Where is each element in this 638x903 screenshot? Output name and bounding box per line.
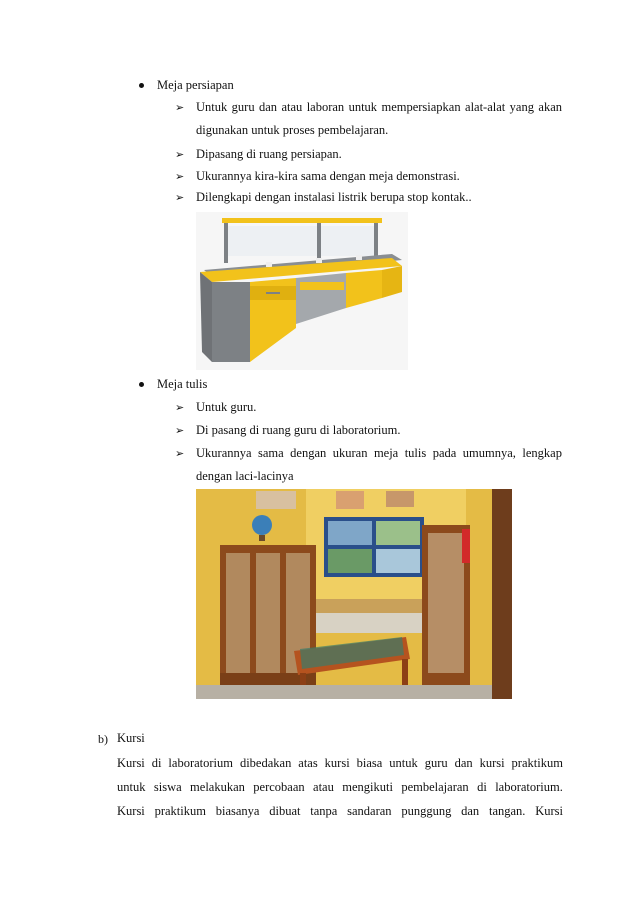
word: ukuran [332,446,368,460]
word: biasa [356,756,383,770]
word: biasanya [215,804,260,818]
bullet-dot [139,83,144,88]
word: kursi [324,756,350,770]
point-text-continued: dengan laci-lacinya [196,469,294,483]
word: laboratorium. [495,780,563,794]
word: atau [281,100,303,114]
word: siswa [153,780,182,794]
word: mempersiapkan [381,100,461,114]
word: tanpa [310,804,338,818]
word: laboratorium [168,756,233,770]
section-heading: Kursi [117,731,145,745]
word: dan [461,804,480,818]
paragraph-line [117,780,563,795]
point-text [196,100,562,115]
arrow-bullet-icon: ➢ [175,101,185,114]
word: dengan [290,446,327,460]
item-title-meja-persiapan: Meja persiapan [157,78,234,92]
point-text: Dipasang di ruang persiapan. [196,147,342,161]
prep-desk-image [196,212,408,370]
word: di [151,756,162,770]
word: atau [313,780,334,794]
point-text: Di pasang di ruang guru di laboratorium. [196,423,401,437]
teacher-desk-image [196,489,512,699]
arrow-bullet-icon: ➢ [175,424,185,437]
word: mengikuti [342,780,393,794]
item-title-meja-tulis: Meja tulis [157,377,208,391]
word: praktikum [154,804,206,818]
point-text: Ukurannya kira-kira sama dengan meja demonstrasi. [196,169,460,183]
word: meja [373,446,399,460]
word: tulis [404,446,427,460]
word: untuk [348,100,378,114]
word: percobaan [253,780,305,794]
word: Untuk [196,100,228,114]
word: akan [538,100,562,114]
word: tangan. [488,804,526,818]
word: guru [231,100,255,114]
word: sandaran [347,804,392,818]
word: Kursi [535,804,563,818]
section-marker: b) [98,732,108,746]
word: Ukurannya [196,446,252,460]
word: di [477,780,487,794]
word: pada [432,446,457,460]
point-text-continued: digunakan untuk proses pembelajaran. [196,123,389,137]
word: pembelajaran [401,780,469,794]
word: untuk [117,780,146,794]
word: laboran [306,100,345,114]
point-text: Untuk guru. [196,400,257,414]
arrow-bullet-icon: ➢ [175,401,185,414]
word: praktikum [511,756,563,770]
word: untuk [389,756,418,770]
point-text: Dilengkapi dengan instalasi listrik berupa stop kontak.. [196,190,472,204]
word: Kursi [117,804,145,818]
word: dan [454,756,473,770]
word: melakukan [190,780,245,794]
word: dibedakan [239,756,292,770]
word: lengkap [522,446,562,460]
word: atas [298,756,318,770]
paragraph-line [117,804,563,819]
word: sama [258,446,284,460]
arrow-bullet-icon: ➢ [175,447,185,460]
word: guru [424,756,448,770]
word: punggung [401,804,452,818]
arrow-bullet-icon: ➢ [175,148,185,161]
bullet-dot [139,382,144,387]
paragraph-line [117,756,563,771]
word: dibuat [269,804,301,818]
word: alat-alat [465,100,506,114]
arrow-bullet-icon: ➢ [175,191,185,204]
arrow-bullet-icon: ➢ [175,170,185,183]
word: Kursi [117,756,145,770]
word: umumnya, [462,446,516,460]
word: dan [258,100,278,114]
word: yang [509,100,534,114]
word: kursi [479,756,505,770]
point-text [196,446,562,461]
